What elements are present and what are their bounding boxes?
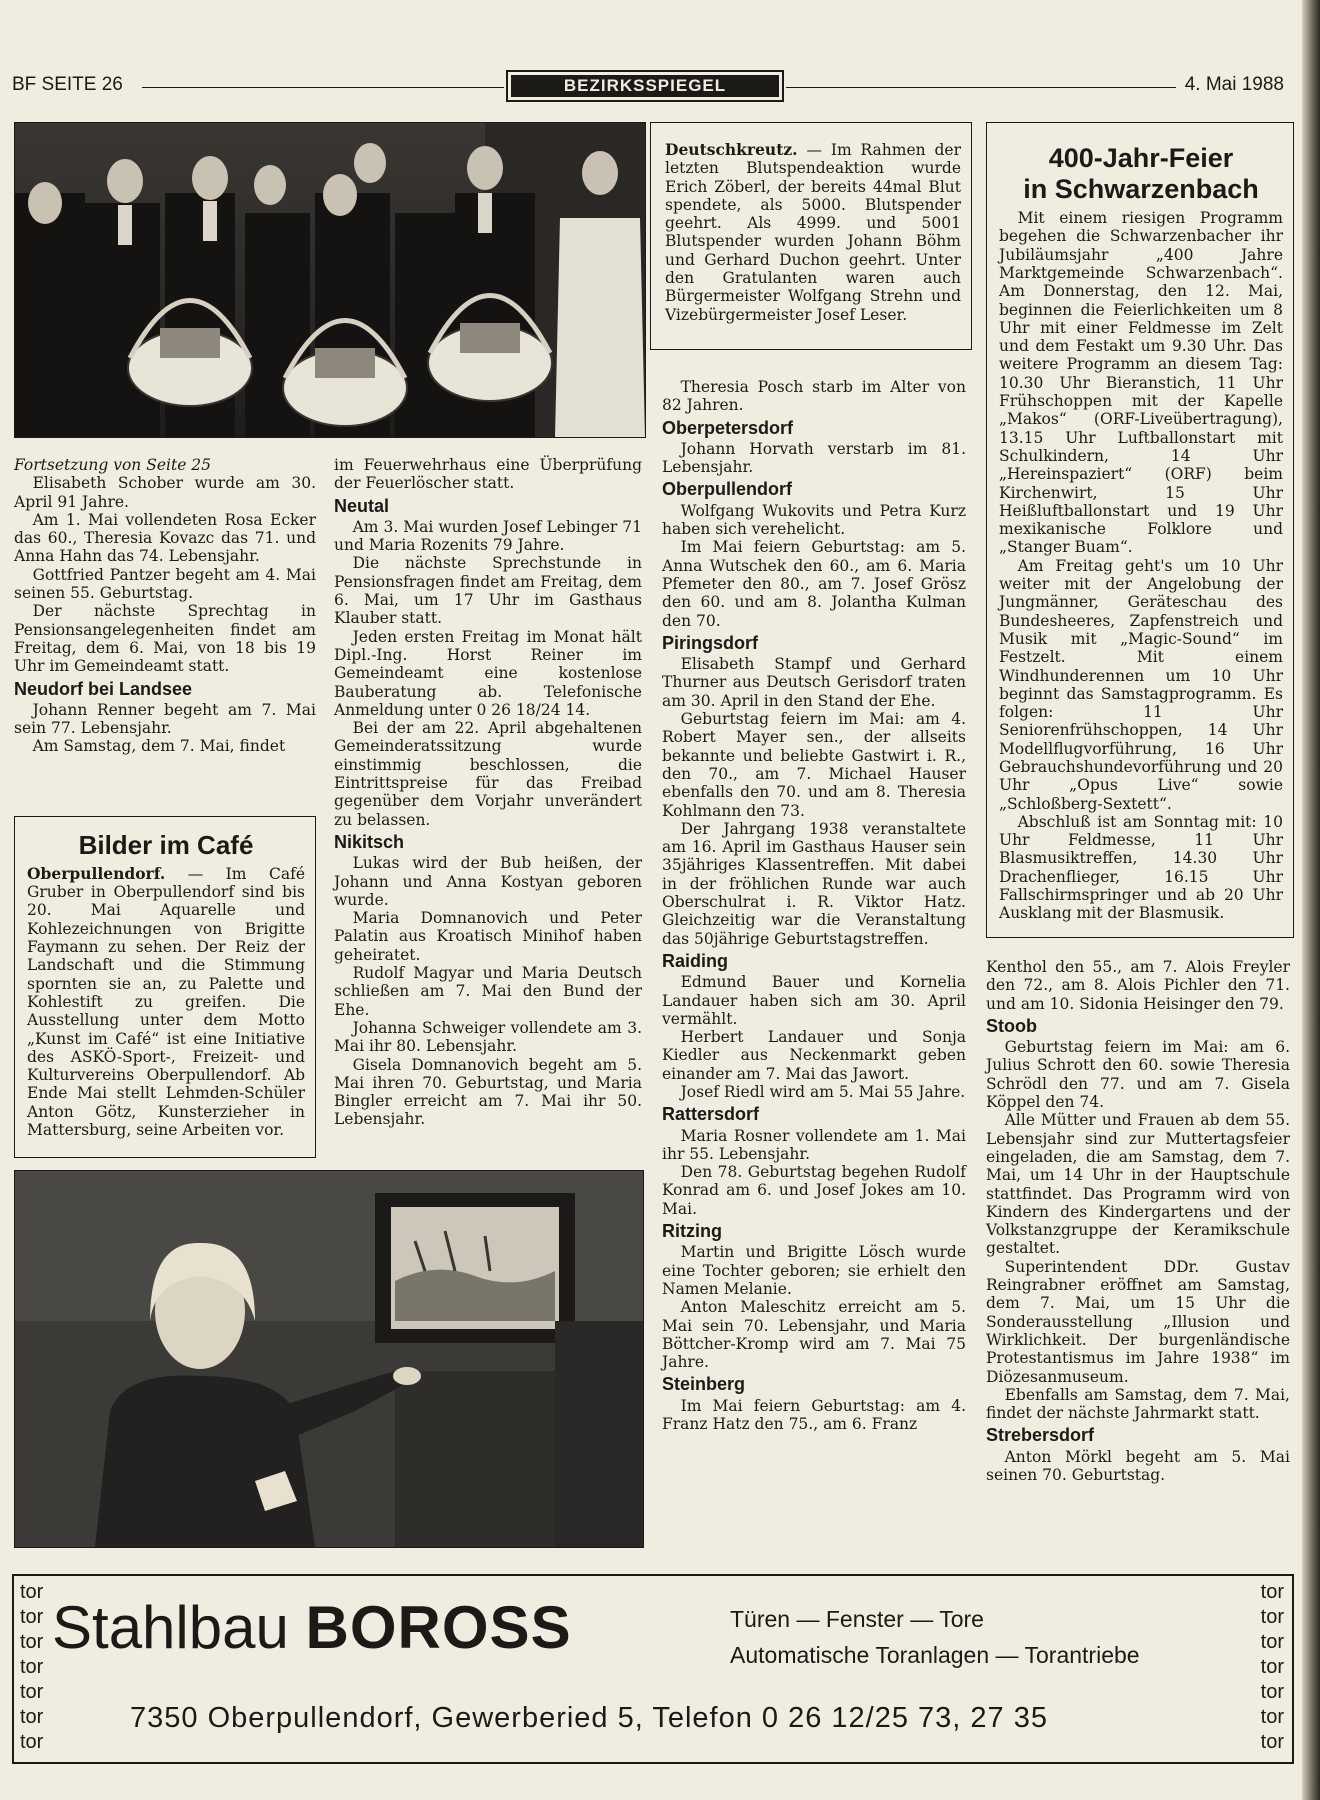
column-3 — [662, 378, 966, 1433]
header-rule-right — [786, 87, 1176, 88]
paragraph: Maria Domnanovich und Peter Palatin aus Kroatisch Minihof haben geheiratet. — [334, 909, 642, 964]
continued-note: Fortsetzung von Seite 25 — [14, 456, 212, 474]
paragraph: Gisela Domnanovich begeht am 5. Mai ihren 70. Geburtstag, und Maria Bingler erreicht am 7. Mai ihr 50. Lebensjahr. — [334, 1055, 642, 1129]
paragraph: Elisabeth Schober wurde am 30. April 91 Jahre. — [14, 474, 316, 511]
column-2 — [334, 456, 642, 1129]
paragraph: Martin und Brigitte Lösch wurde eine Tochter geboren; sie erhielt den Namen Melanie. — [662, 1243, 966, 1298]
tor-word: tor — [1260, 1581, 1284, 1603]
paragraph: Bei der am 22. April abgehaltenen Gemeinderatssitzung wurde einstimmig beschlossen, die Eintrittspreise für das Freibad gegenüber dem Vorjahr unverändert zu belassen. — [334, 719, 642, 829]
photo-blood-donors-image — [15, 123, 645, 437]
ad-brand-bold: BOROSS — [305, 1594, 572, 1661]
deutschkreutz-text — [665, 141, 961, 324]
bilder-text — [27, 865, 305, 1139]
ad-line-1: Türen — Fenster — Tore — [730, 1606, 984, 1632]
deutschkreutz-place: Deutschkreutz. — [665, 140, 798, 159]
heading-raiding: Raiding — [662, 950, 728, 971]
issue-date: 4. Mai 1988 — [1184, 74, 1284, 95]
tor-word: tor — [1260, 1706, 1284, 1728]
page-number: BF SEITE 26 — [12, 74, 123, 95]
tor-word: tor — [20, 1656, 44, 1678]
paragraph: Der nächste Sprechtag in Pensionsangelegenheiten findet am Freitag, dem 6. Mai, von 18 bis 19 Uhr im Gemeindeamt statt. — [14, 602, 316, 676]
section-title: BEZIRKSSPIEGEL — [511, 75, 779, 97]
paragraph: Den 78. Geburtstag begehen Rudolf Konrad am 6. und Josef Jokes am 10. Mai. — [662, 1163, 966, 1218]
photo-artist-image — [15, 1171, 643, 1547]
section-banner — [506, 70, 784, 102]
tor-word: tor — [1260, 1731, 1284, 1753]
paragraph: Lukas wird der Bub heißen, der Johann und Anna Kostyan geboren wurde. — [334, 854, 642, 909]
ad-brand-light: Stahlbau — [52, 1594, 289, 1661]
heading-ritzing: Ritzing — [662, 1221, 722, 1242]
box-bilder-im-cafe — [14, 816, 316, 1158]
heading-strebersdorf: Strebersdorf — [986, 1425, 1095, 1446]
paragraph: Geburtstag feiern im Mai: am 6. Julius Schrott den 60. sowie Theresia Schrödl den 77. und am 7. Gisela Köppel den 74. — [986, 1038, 1290, 1112]
paragraph: Kenthol den 55., am 7. Alois Freyler den 72., am 8. Alois Pichler den 71. und am 10. Sidonia Heisinger den 79. — [986, 958, 1290, 1013]
heading-oberpullendorf: Oberpullendorf — [662, 479, 792, 500]
paragraph: Alle Mütter und Frauen ab dem 55. Lebensjahr sind zur Muttertagsfeier eingeladen, die am Samstag, dem 7. Mai, um 14 Uhr in der Hauptschule stattfindet. Das Programm wird von Kindern des Kindergartens und der Volkstanzgruppe der Keramikschule gestaltet. — [986, 1111, 1290, 1258]
tor-word: tor — [20, 1681, 44, 1703]
paragraph: Die nächste Sprechstunde in Pensionsfragen findet am Freitag, dem 6. Mai, um 17 Uhr im Gasthaus Klauber statt. — [334, 554, 642, 628]
tor-word: tor — [20, 1581, 44, 1603]
feier-title-line1: 400-Jahr-Feier — [1048, 143, 1234, 173]
bilder-title: Bilder im Café — [78, 830, 254, 860]
header-rule-left — [142, 87, 504, 88]
column-4 — [986, 958, 1290, 1484]
paragraph: Johann Renner begeht am 7. Mai sein 77. Lebensjahr. — [14, 700, 316, 738]
paragraph: Johanna Schweiger vollendete am 3. Mai ihr 80. Lebensjahr. — [334, 1018, 642, 1056]
box-deutschkreutz — [650, 122, 972, 350]
paragraph: Gottfried Pantzer begeht am 4. Mai seinen 55. Geburtstag. — [14, 565, 316, 603]
tor-word: tor — [1260, 1606, 1284, 1628]
tor-word: tor — [20, 1731, 44, 1753]
scan-edge-shadow — [1302, 0, 1320, 1800]
tor-word: tor — [20, 1631, 44, 1653]
tor-word: tor — [1260, 1681, 1284, 1703]
tor-word: tor — [1260, 1631, 1284, 1653]
paragraph: Am Samstag, dem 7. Mai, findet — [32, 737, 286, 756]
paragraph: Elisabeth Stampf und Gerhard Thurner aus Deutsch Gerisdorf traten am 30. April in den Stand der Ehe. — [662, 655, 966, 710]
paragraph: Rudolf Magyar und Maria Deutsch schließen am 7. Mai den Bund der Ehe. — [334, 964, 642, 1019]
feier-title-line2: in Schwarzenbach — [1023, 174, 1259, 205]
box-400-jahr-feier — [986, 122, 1294, 938]
heading-nikitsch: Nikitsch — [334, 831, 405, 852]
ad-address: 7350 Oberpullendorf, Gewerberied 5, Telefon 0 26 12/25 73, 27 35 — [130, 1702, 1048, 1734]
bilder-body: — Im Café Gruber in Oberpullendorf sind bis 20. Mai Aquarelle und Kohlezeichnungen von Brigitte Faymann zu sehen. Der Reiz der Landschaft und die Stimmung spornten sie an, zu Palette und Kohlestift zu greifen. Die Ausstellung unter dem Motto „Kunst im Café“ ist eine Initiative des ASKÖ-Sport-, Freizeit- und Kulturvereins Oberpullendorf. Ab Ende Mai stellt Lehmden-Schüler Anton Götz, Kunsterzieher in Mattersburg, seine Arbeiten vor. — [27, 864, 305, 1140]
paragraph: Anton Mörkl begeht am 5. Mai seinen 70. Geburtstag. — [986, 1447, 1290, 1485]
column-1 — [14, 456, 316, 756]
tor-word: tor — [1260, 1656, 1284, 1678]
bilder-place: Oberpullendorf. — [27, 863, 166, 883]
paragraph: Am Freitag geht's um 10 Uhr weiter mit der Angelobung der Jungmänner, Geräteschau des Bundesheeres, Zapfenstreich und Musik mit „Magic-Sound“ im Festzelt. Mit einem Windhunderennen um 10 Uhr beginnt das Samstagprogramm. Es folgen: 11 Uhr Seniorenfrühschoppen, 14 Uhr Modellflugvorführung, 16 Uhr Gebrauchshundevorführung und 20 Uhr „Opus Live“ sowie „Schloßberg-Sextett“. — [999, 556, 1283, 813]
paragraph: Superintendent DDr. Gustav Reingrabner eröffnet am Samstag, dem 7. Mai, um 15 Uhr die Sonderausstellung „Illusion und Wirklichkeit. Der burgenländische Protestantismus im Jahre 1938“ im Diözesanmuseum. — [986, 1257, 1290, 1386]
paragraph: Jeden ersten Freitag im Monat hält Dipl.-Ing. Horst Reiner im Gemeindeamt eine kostenlose Bauberatung ab. Telefonische Anmeldung unter 0 26 18/24 14. — [334, 627, 642, 719]
ad-line-2: Automatische Toranlagen — Torantriebe — [730, 1642, 1140, 1668]
ad-brand — [52, 1596, 572, 1660]
paragraph: im Feuerwehrhaus eine Überprüfung der Feuerlöscher statt. — [334, 456, 642, 493]
paragraph: Anton Maleschitz erreicht am 5. Mai sein 70. Lebensjahr, und Maria Böttcher-Kromp wird am 7. Mai 75 Jahre. — [662, 1298, 966, 1372]
paragraph: Johann Horvath verstarb im 81. Lebensjahr. — [662, 439, 966, 477]
tor-word: tor — [20, 1606, 44, 1628]
deutschkreutz-body: — Im Rahmen der letzten Blutspendeaktion wurde Erich Zöberl, der bereits 44mal Blut spendete, als 5000. Blutspender geehrt. Als 4999. und 5001 Blutspender wurden Johann Böhm und Gerhard Duchon geehrt. Unter den Gratulanten waren auch Bürgermeister Wolfgang Strehn und Vizebürgermeister Josef Leser. — [665, 141, 961, 324]
paragraph: Geburtstag feiern im Mai: am 4. Robert Mayer sen., der allseits bekannte und beliebte Gastwirt i. R., den 70., am 7. Michael Hauser ebenfalls den 70. und am 8. Theresia Kohlmann den 73. — [662, 710, 966, 820]
heading-steinberg: Steinberg — [662, 1374, 746, 1395]
tor-column-right — [1261, 1580, 1284, 1755]
feier-text — [999, 209, 1283, 923]
paragraph: Maria Rosner vollendete am 1. Mai ihr 55. Lebensjahr. — [662, 1126, 966, 1163]
heading-oberpetersdorf: Oberpetersdorf — [662, 417, 794, 438]
paragraph: Am 3. Mai wurden Josef Lebinger 71 und Maria Rozenits 79 Jahre. — [334, 517, 642, 555]
paragraph: Ebenfalls am Samstag, dem 7. Mai, findet der nächste Jahrmarkt statt. — [986, 1385, 1290, 1423]
advertisement-boross — [12, 1574, 1294, 1764]
paragraph: Josef Riedl wird am 5. Mai 55 Jahre. — [680, 1082, 966, 1101]
paragraph: Am 1. Mai vollendeten Rosa Ecker das 60., Theresia Kovazc das 71. und Anna Hahn das 74. Lebensjahr. — [14, 510, 316, 566]
paragraph: Theresia Posch starb im Alter von 82 Jahren. — [662, 378, 966, 415]
paragraph: Wolfgang Wukovits und Petra Kurz haben sich verehelicht. — [662, 501, 966, 539]
paragraph: Edmund Bauer und Kornelia Landauer haben sich am 30. April vermählt. — [662, 973, 966, 1028]
heading-piringsdorf: Piringsdorf — [662, 632, 759, 653]
paragraph: Der Jahrgang 1938 veranstaltete am 16. April im Gasthaus Hauser sein 35jähriges Klassentreffen. Mit dabei in der fröhlichen Runde war auch Oberschulrat i. R. Viktor Hatz. Gleichzeitig war die Veranstaltung das 50jährige Geburtstagstreffen. — [662, 819, 966, 948]
paragraph: Herbert Landauer und Sonja Kiedler aus Neckenmarkt geben einander am 7. Mai das Jawort. — [662, 1028, 966, 1083]
paragraph: Mit einem riesigen Programm begehen die Schwarzenbacher ihr Jubiläumsjahr „400 Jahre Marktgemeinde Schwarzenbach“. Am Donnerstag, den 12. Mai, beginnen die Feierlichkeiten um 8 Uhr mit einer Feldmesse im Zelt und dem Festakt um 9.30 Uhr. Das weitere Programm an diesem Tag: 10.30 Uhr Bieranstich, 11 Uhr Frühschoppen mit der Kapelle „Makos“ (ORF-Liveübertragung), 13.15 Uhr Luftballonstart mit Schulkindern, 14 Uhr „Hereinspaziert“ (ORF) beim Kirchenwirt, 15 Uhr Heißluftballonstart und 19 Uhr mexikanische Folklore und „Stanger Buam“. — [999, 209, 1283, 557]
photo-artist — [14, 1170, 644, 1548]
heading-neutal: Neutal — [334, 495, 390, 516]
paragraph: Abschluß ist am Sonntag mit: 10 Uhr Feldmesse, 11 Uhr Blasmusiktreffen, 14.30 Uhr Drachenflieger, 16.15 Uhr Fallschirmspringer und ab 20 Uhr Ausklang mit der Blasmusik. — [999, 812, 1283, 923]
heading-stoob: Stoob — [986, 1015, 1037, 1036]
heading-rattersdorf: Rattersdorf — [662, 1104, 760, 1125]
paragraph: Im Mai feiern Geburtstag: am 5. Anna Wutschek den 60., am 6. Maria Pfemeter den 80., am 7. Josef Grösz den 60. und am 8. Jolantha Kulman den 70. — [662, 538, 966, 630]
tor-column-left — [20, 1580, 43, 1755]
paragraph: Im Mai feiern Geburtstag: am 4. Franz Hatz den 75., am 6. Franz — [662, 1396, 966, 1434]
heading-neudorf: Neudorf bei Landsee — [14, 678, 193, 699]
tor-word: tor — [20, 1706, 44, 1728]
photo-blood-donors — [14, 122, 646, 438]
